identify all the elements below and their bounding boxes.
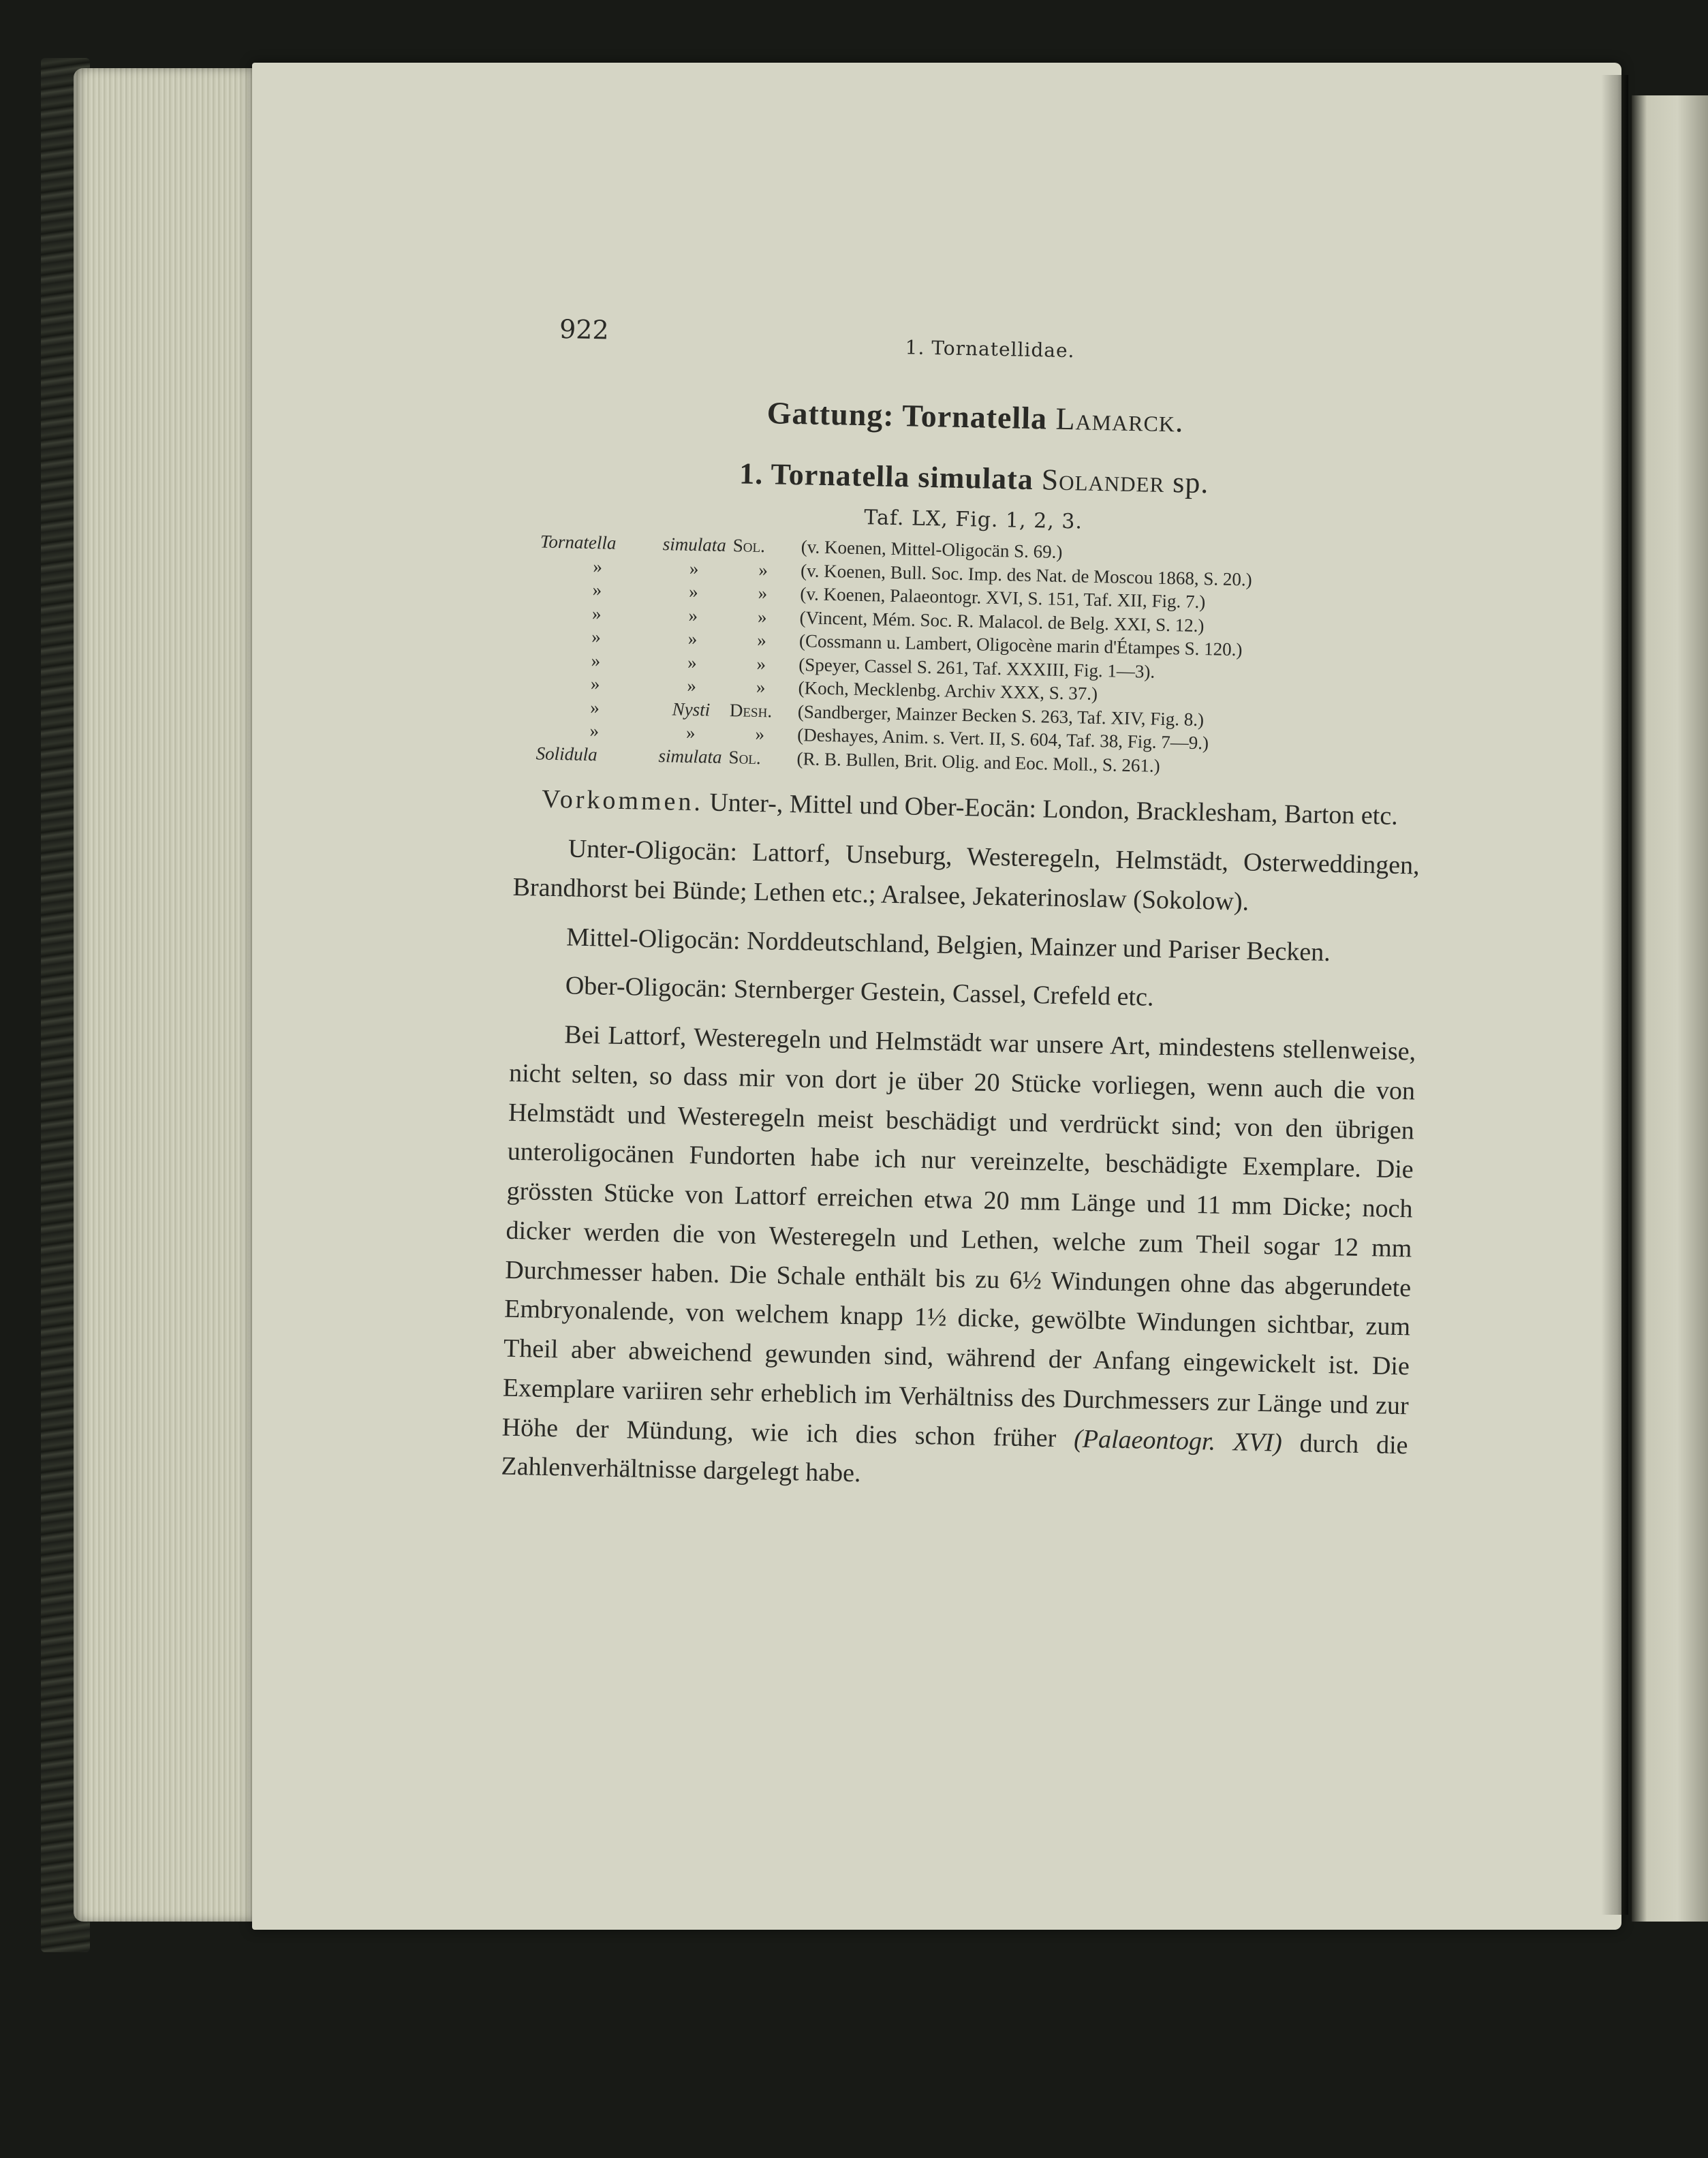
running-head: 1. Tornatellidae. — [905, 336, 1075, 363]
synonymy-list — [535, 530, 1259, 780]
occurrence-upper-oligocene: Ober-Oligocän: Sternberger Gestein, Cassel, Crefeld etc. — [565, 971, 1154, 1013]
synonymy-reference: (v. Koenen, Mittel-Oligocän S. 69.) — [801, 536, 1063, 562]
synonymy-reference: (Sandberger, Mainzer Becken S. 263, Taf. XIV, Fig. 8.) — [797, 701, 1205, 730]
synonymy-reference: (Cossmann u. Lambert, Oligocène marin d'Étampes S. 120.) — [798, 630, 1243, 660]
synonymy-species: » — [687, 628, 698, 649]
book-gutter — [1601, 75, 1628, 1915]
occurrence-lower-oligocene: Unter-Oligocän: Lattorf, Unseburg, Westeregeln, Helmstädt, Osterweddingen, Brandhorst bei Bünde; Lethen etc.; Aralsee, Jekaterinoslaw (Sokolow). — [512, 834, 1420, 916]
genus-heading — [522, 390, 1429, 444]
synonymy-genus: Tornatella — [540, 531, 617, 553]
synonymy-species: simulata — [658, 745, 722, 767]
synonymy-genus: » — [592, 579, 602, 600]
synonymy-reference: (R. B. Bullen, Brit. Olig. and Eoc. Moll., S. 261.) — [796, 748, 1161, 776]
synonymy-genus: Solidula — [535, 743, 597, 765]
synonymy-author: Desh. — [729, 699, 773, 722]
synonymy-species: Nysti — [672, 698, 711, 720]
synonymy-author: » — [757, 630, 767, 651]
species-number: 1. — [739, 457, 764, 491]
description-paragraph — [501, 1015, 1416, 1505]
page-edges — [74, 68, 278, 1922]
synonymy-species: » — [687, 651, 697, 673]
occurrence-eocene — [514, 780, 1421, 837]
occurrence-label: Vorkommen. — [541, 785, 704, 817]
synonymy-species: simulata — [662, 534, 727, 556]
synonymy-author: » — [758, 583, 768, 604]
synonymy-author: » — [756, 653, 766, 674]
synonymy-genus: » — [591, 626, 602, 647]
plate-reference: Taf. LX, Fig. 1, 2, 3. — [864, 506, 1083, 534]
occurrence-middle-oligocene: Mittel-Oligocän: Norddeutschland, Belgien, Mainzer und Pariser Becken. — [565, 923, 1331, 967]
description-part1: Bei Lattorf, Westeregeln und Helmstädt war unsere Art, mindestens stellenweise, nicht selten, so dass mir von dort je über 20 Stücke vorliegen, wenn auch die von Helmstädt und Westeregeln meist beschädigt und verdrückt sind; von den übrigen unteroligocänen Fundorten habe ich nur vereinzelte, beschädigte Exemplare. Die grössten Stücke von Lattorf erreichen etwa 20 mm Länge und 11 mm Dicke; noch dicker werden die von Westeregeln und Lethen, welche zum Theil sogar 12 mm Durchmesser haben. Die Schale enthält bis zu 6½ Windungen ohne das abgerundete Embryonalende, von welchem knapp 1½ dicke, gewölbte Windungen sichtbar, zum Theil aber abweichend gewunden sind, während der Anfang eingewickelt ist. Die Exemplare variiren sehr erheblich im Verhältniss des Durchmessers zur Länge und zur Höhe der Mündung, wie ich dies schon früher — [501, 1020, 1416, 1453]
species-author: Solander — [1041, 463, 1165, 499]
synonymy-reference: (v. Koenen, Bull. Soc. Imp. des Nat. de Moscou 1868, S. 20.) — [800, 559, 1252, 590]
occurrence-eocene-text: Unter-, Mittel und Ober-Eocän: London, Bracklesham, Barton etc. — [709, 788, 1399, 831]
description-part2: durch die Zahlenverhältnisse dargelegt habe. — [501, 1428, 1408, 1488]
synonymy-species: » — [689, 557, 699, 579]
synonymy-reference: (Speyer, Cassel S. 261, Taf. XXXIII, Fig. 1—3). — [798, 653, 1155, 682]
synonymy-author: » — [757, 606, 767, 627]
genus-prefix: Gattung: — [766, 395, 895, 433]
synonymy-genus: » — [589, 696, 600, 718]
synonymy-reference: (Deshayes, Anim. s. Vert. II, S. 604, Taf. 38, Fig. 7—9.) — [796, 724, 1209, 754]
synonymy-genus: » — [589, 720, 600, 741]
facing-page-edge — [1632, 95, 1708, 1922]
body-text — [501, 780, 1421, 1505]
description-citation: (Palaeontogr. XVI) — [1073, 1424, 1283, 1458]
synonymy-reference: (Koch, Mecklenbg. Archiv XXX, S. 37.) — [798, 677, 1098, 705]
page-number: 922 — [559, 314, 610, 345]
synonymy-species: » — [688, 581, 699, 602]
synonymy-author: Sol. — [728, 747, 761, 769]
synonymy-genus: » — [591, 649, 601, 671]
synonymy-species: » — [687, 675, 697, 696]
genus-name: Tornatella — [901, 398, 1048, 436]
synonymy-author: Sol. — [732, 535, 766, 557]
genus-author: Lamarck. — [1055, 401, 1185, 439]
species-suffix: sp. — [1172, 465, 1209, 500]
synonymy-author: » — [758, 559, 768, 580]
synonymy-genus: » — [591, 602, 602, 623]
synonymy-genus: » — [593, 555, 603, 576]
synonymy-reference: (v. Koenen, Palaeontogr. XVI, S. 151, Taf. XII, Fig. 7.) — [800, 583, 1206, 613]
synonymy-author: » — [756, 677, 766, 698]
synonymy-reference: (Vincent, Mém. Soc. R. Malacol. de Belg. XXI, S. 12.) — [799, 606, 1205, 636]
synonymy-author: » — [755, 724, 765, 745]
synonymy-species: » — [685, 722, 696, 743]
species-name: Tornatella simulata — [771, 457, 1034, 497]
species-heading — [521, 452, 1428, 505]
synonymy-species: » — [688, 604, 698, 626]
synonymy-genus: » — [590, 673, 600, 694]
page-content — [501, 300, 1431, 1515]
